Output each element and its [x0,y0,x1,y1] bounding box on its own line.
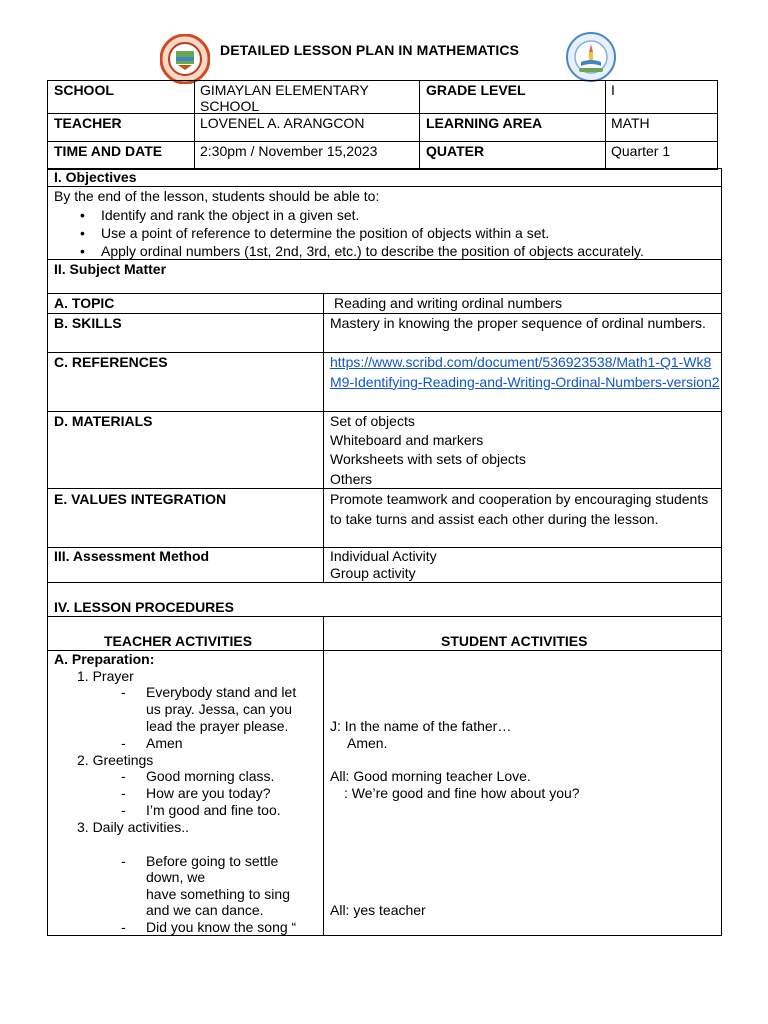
teacher-greeting-line: I’m good and fine too. [146,802,281,818]
teacher-prayer-line: us pray. Jessa, can you [146,701,293,717]
teacher-activities-header: TEACHER ACTIVITIES [104,633,253,649]
dash-marker: - [121,684,126,700]
student-response: All: yes teacher [330,902,426,918]
reference-link[interactable]: https://www.scribd.com/document/536923538/Math1-Q1-Wk8M9-Identifying-Reading-and-Writing-Ordinal-Numbers-version2 [330,354,720,390]
dash-marker: - [121,802,126,818]
material-item: Others [330,471,373,487]
assessment-item: Individual Activity [330,548,437,564]
material-item: Set of objects [330,413,415,429]
assessment-label: III. Assessment Method [54,548,210,564]
time-date-label: TIME AND DATE [54,143,163,159]
school-value: GIMAYLAN ELEMENTARY SCHOOL [200,82,369,114]
objective-item: • Identify and rank the object in a given set. [54,206,719,224]
teacher-prayer-line: Everybody stand and let [146,684,297,700]
subject-matter-heading: II. Subject Matter [54,261,167,277]
procedures-heading: IV. LESSON PROCEDURES [54,599,234,615]
materials-label: D. MATERIALS [54,413,153,429]
teacher-daily-line: and we can dance. [146,902,264,918]
student-response: Amen. [347,735,388,751]
objectives-intro: By the end of the lesson, students should be able to: [54,188,380,204]
teacher-prayer: 1. Prayer [77,668,134,684]
objectives-heading: I. Objectives [54,169,137,185]
quarter-label: QUATER [426,143,485,159]
topic-label: A. TOPIC [54,295,115,311]
teacher-value: LOVENEL A. ARANGCON [200,115,365,131]
student-response: J: In the name of the father… [330,718,512,734]
teacher-daily-line: Did you know the song “ [146,919,297,935]
references-value [330,353,720,392]
dash-marker: - [121,735,126,751]
school-seal-logo-left [160,34,210,84]
quarter-value: Quarter 1 [611,143,671,159]
dash-marker: - [121,853,126,869]
teacher-label: TEACHER [54,115,122,131]
preparation-heading: A. Preparation: [54,651,155,667]
document-title: DETAILED LESSON PLAN IN MATHEMATICS [220,42,520,58]
grade-level-label: GRADE LEVEL [426,82,526,98]
material-item: Worksheets with sets of objects [330,451,526,467]
learning-area-label: LEARNING AREA [426,115,543,131]
dash-marker: - [121,785,126,801]
learning-area-value: MATH [611,115,650,131]
teacher-prayer-line: lead the prayer please. [146,718,289,734]
teacher-daily-line: have something to sing [146,886,290,902]
grade-level-value: I [611,82,615,98]
topic-value: Reading and writing ordinal numbers [334,295,563,311]
teacher-daily-activities: 3. Daily activities.. [77,819,190,835]
school-seal-logo-right [566,32,616,82]
student-activities-header: STUDENT ACTIVITIES [441,633,588,649]
skills-value: Mastery in knowing the proper sequence of ordinal numbers. [330,315,706,331]
teacher-daily-line: down, we [146,869,206,885]
references-label: C. REFERENCES [54,354,168,370]
teacher-greeting-line: Good morning class. [146,768,275,784]
teacher-daily-line: Before going to settle [146,853,279,869]
values-integration-value: Promote teamwork and cooperation by encouraging students to take turns and assist each other during the lesson. [330,491,709,527]
objective-item: • Use a point of reference to determine the position of objects within a set. [54,224,719,242]
values-integration-label: E. VALUES INTEGRATION [54,491,227,507]
objectives-list [54,206,719,260]
teacher-amen: Amen [146,735,183,751]
material-item: Whiteboard and markers [330,432,484,448]
skills-label: B. SKILLS [54,315,122,331]
teacher-greetings: 2. Greetings [77,752,154,768]
dash-marker: - [121,768,126,784]
dash-marker: - [121,919,126,935]
student-response: : We’re good and fine how about you? [344,785,580,801]
time-date-value: 2:30pm / November 15,2023 [200,143,378,159]
teacher-greeting-line: How are you today? [146,785,271,801]
objective-item: • Apply ordinal numbers (1st, 2nd, 3rd, etc.) to describe the position of objects accurately. [54,242,719,260]
school-label: SCHOOL [54,82,114,98]
student-response: All: Good morning teacher Love. [330,768,531,784]
assessment-item: Group activity [330,565,416,581]
